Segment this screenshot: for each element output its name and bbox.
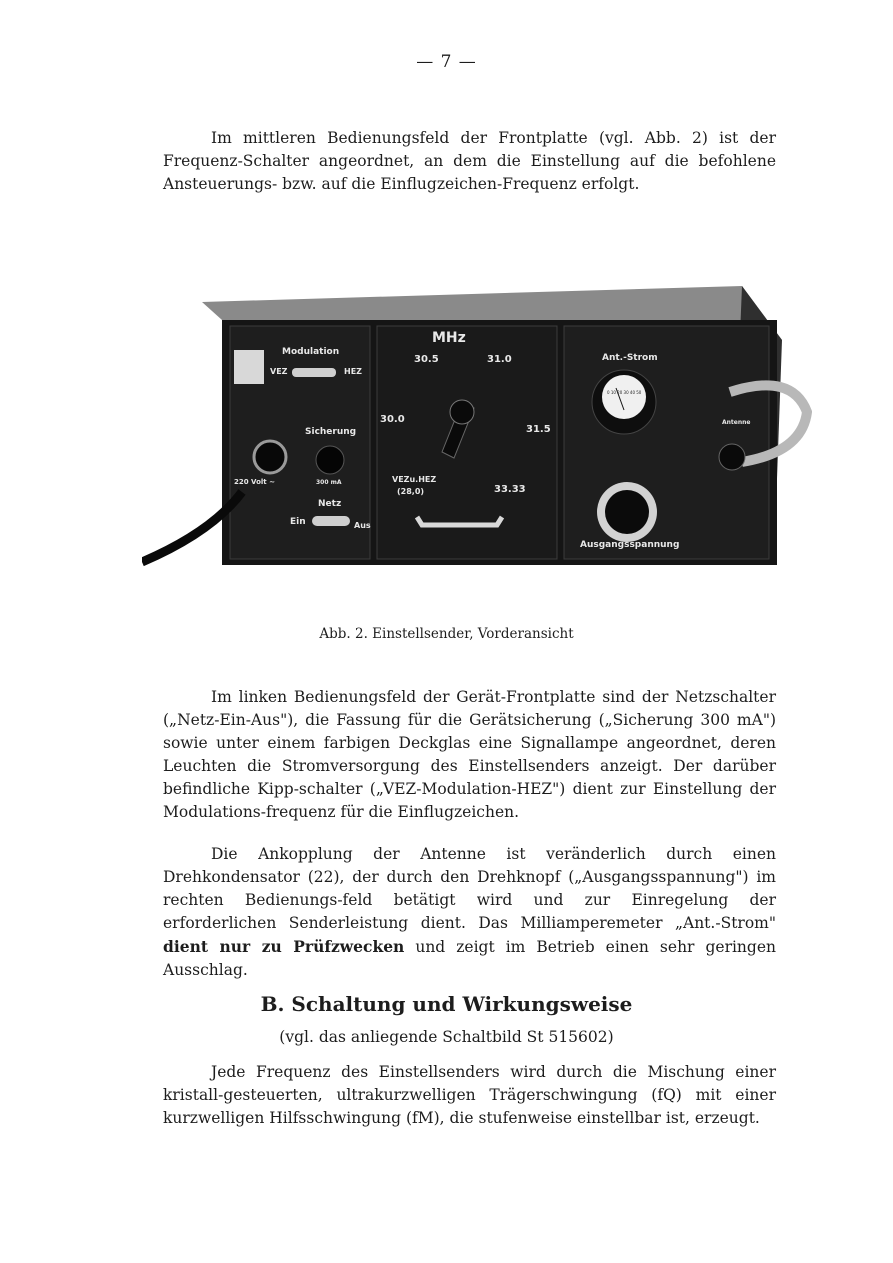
device-photo bbox=[142, 262, 812, 582]
volt-label: 220 Volt ~ bbox=[234, 478, 275, 486]
vez-hez-sub: (28,0) bbox=[397, 487, 425, 496]
section-heading: B. Schaltung und Wirkungsweise bbox=[260, 992, 633, 1016]
paragraph-frequency-switch: Im mittleren Bedienungsfeld der Frontplatte (vgl. Abb. 2) ist der Frequenz-Schalter angeordnet, an dem die Einstellung auf die befohlene Ansteuerungs- bzw. auf die Einflugzeichen-Frequenz erfolgt. bbox=[163, 129, 776, 193]
hez-label: HEZ bbox=[344, 367, 362, 376]
antenne-label: Antenne bbox=[722, 419, 751, 426]
mhz-label: MHz bbox=[432, 330, 466, 346]
power-switch bbox=[312, 516, 350, 526]
vez-label: VEZ bbox=[270, 367, 288, 376]
modulation-label: Modulation bbox=[282, 347, 340, 357]
nameplate bbox=[234, 350, 264, 384]
ammeter-face bbox=[602, 375, 646, 419]
selector-hub bbox=[450, 400, 474, 424]
output-knob bbox=[605, 490, 649, 534]
right-panel bbox=[564, 326, 769, 559]
paragraph-antenna-bold: dient nur zu Prüfzwecken bbox=[163, 937, 405, 956]
ausgang-label: Ausgangsspannung bbox=[580, 540, 680, 550]
freq-33-33: 33.33 bbox=[494, 484, 526, 495]
paragraph-circuit: Jede Frequenz des Einstellsenders wird durch die Mischung einer kristall-gesteuerten, ultrakurzwelligen Trägerschwingung (fQ) mit einer kurzwelligen Hilfsschwingung (fM), die stufenweise einstellbar ist, erzeugt. bbox=[163, 1063, 776, 1127]
figure-caption: Abb. 2. Einstellsender, Vorderansicht bbox=[319, 626, 574, 642]
paragraph-antenna-text-a: Die Ankopplung der Antenne ist veränderlich durch einen Drehkondensator (22), der durch den Drehknopf („Ausgangsspannung") im rechten Bedienungs-feld betätigt wird und zur Einregelung der erforderlichen Senderleistung dient. Das Milliamperemeter „Ant.-Strom" bbox=[163, 845, 776, 932]
freq-31-0: 31.0 bbox=[487, 354, 512, 365]
aus-label: Aus bbox=[354, 521, 371, 530]
ammeter-scale: 0 10 20 30 40 50 bbox=[607, 390, 642, 395]
signal-lamp bbox=[254, 441, 286, 473]
ant-strom-label: Ant.-Strom bbox=[602, 353, 658, 363]
freq-31-5: 31.5 bbox=[526, 424, 551, 435]
paragraph-antenna bbox=[163, 843, 776, 982]
fuse-holder bbox=[316, 446, 344, 474]
modulation-toggle bbox=[292, 368, 336, 377]
antenna-socket bbox=[719, 444, 745, 470]
paragraph-left-panel: Im linken Bedienungsfeld der Gerät-Frontplatte sind der Netzschalter („Netz-Ein-Aus"), die Fassung für die Gerätsicherung („Sicherung 300 mA") sowie unter einem farbigen Deckglas eine Signallampe angeordnet, deren Leuchten die Stromversorgung des Einstellsenders anzeigt. Der darüber befindliche Kipp-schalter („VEZ-Modulation-HEZ") dient zur Einstellung der Modulations-frequenz für die Einflugzeichen. bbox=[163, 688, 776, 821]
netz-label: Netz bbox=[318, 499, 342, 509]
vez-hez-label: VEZu.HEZ bbox=[392, 475, 437, 484]
freq-30-0: 30.0 bbox=[380, 414, 405, 425]
fuse-rating: 300 mA bbox=[316, 479, 342, 486]
freq-30-5: 30.5 bbox=[414, 354, 439, 365]
ein-label: Ein bbox=[290, 517, 306, 527]
sicherung-label: Sicherung bbox=[305, 427, 357, 437]
paragraph-antenna-text-b: und zeigt im Betrieb einen sehr geringen Ausschlag. bbox=[163, 938, 776, 979]
section-subheading: (vgl. das anliegende Schaltbild St 515602) bbox=[279, 1028, 614, 1046]
page-number: — 7 — bbox=[416, 52, 477, 72]
